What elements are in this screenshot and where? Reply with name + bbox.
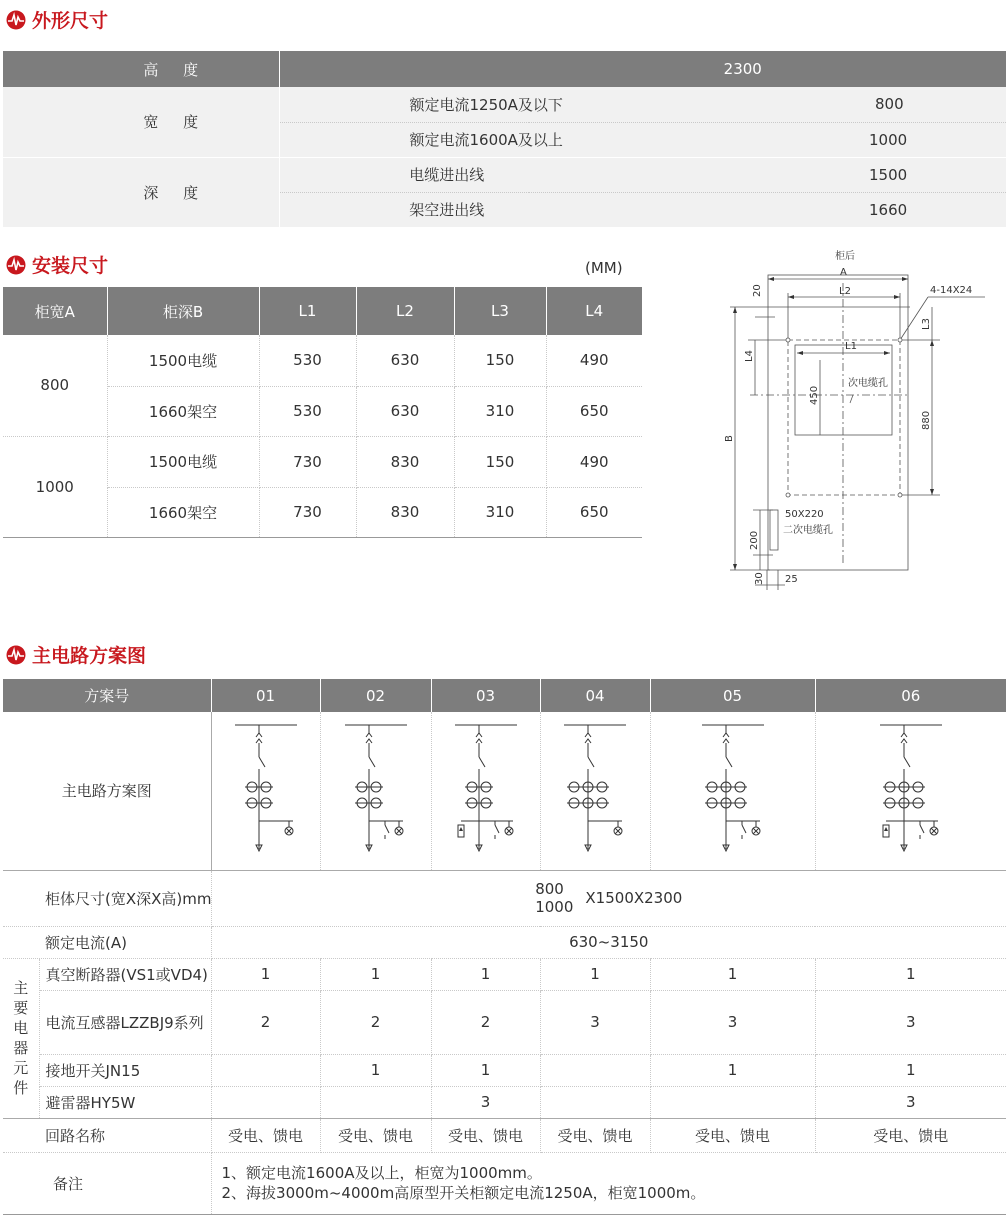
circuit-diagram-icon — [341, 719, 411, 859]
width-value: 800 — [529, 87, 1006, 122]
indicator-symbol — [615, 828, 621, 834]
component-qty — [211, 1054, 320, 1086]
circuit-diagram-icon — [876, 719, 946, 859]
component-row — [3, 1086, 1006, 1118]
dimensions-table — [3, 51, 1006, 227]
contact-symbol — [476, 733, 482, 743]
size-rest: X1500X2300 — [585, 889, 683, 907]
drawing-label-20: 20 — [752, 284, 763, 297]
install-header-cell: L4 — [546, 287, 642, 335]
size-row — [3, 870, 1006, 926]
drawing-label-B: B — [724, 435, 735, 442]
section-title-text: 外形尺寸 — [32, 10, 109, 32]
component-qty: 1 — [815, 1054, 1006, 1086]
indicator-symbol — [753, 828, 759, 834]
waveform-circle-icon — [6, 255, 26, 275]
install-cell: 630 — [356, 335, 454, 386]
install-cell: 830 — [356, 436, 454, 487]
circuit-diagram-icon — [451, 719, 521, 859]
width-label: 宽 度 — [3, 87, 279, 157]
breaker-symbol — [369, 757, 375, 767]
install-width-cell: 800 — [3, 335, 107, 436]
scheme-number: 02 — [320, 679, 431, 712]
contact-symbol — [723, 733, 729, 743]
component-qty: 1 — [815, 958, 1006, 990]
drawing-rear-label: 柜后 — [835, 251, 855, 262]
component-qty: 3 — [540, 990, 650, 1054]
scheme-number: 01 — [211, 679, 320, 712]
install-header-cell: 柜深B — [107, 287, 259, 335]
install-cell: 530 — [259, 386, 356, 436]
contact-symbol — [901, 733, 907, 743]
current-row — [3, 926, 1006, 958]
drawing-label-A: A — [840, 267, 847, 278]
component-qty — [211, 1086, 320, 1118]
install-cell: 730 — [259, 487, 356, 537]
drawing-cable-hole-label: 次电缆孔 — [848, 378, 888, 389]
waveform-circle-icon — [6, 10, 26, 30]
indicator-symbol — [396, 828, 402, 834]
circuit-diagram — [320, 712, 431, 870]
loop-value: 受电、馈电 — [211, 1118, 320, 1152]
indicator-symbol — [286, 828, 292, 834]
contact-symbol — [585, 733, 591, 743]
notes-row — [3, 1152, 1006, 1214]
install-cell: 650 — [579, 503, 609, 521]
install-header-row — [3, 287, 642, 335]
indicator-symbol — [931, 828, 937, 834]
arrester-symbol — [884, 827, 888, 831]
loop-value: 受电、馈电 — [540, 1118, 650, 1152]
component-qty — [320, 1086, 431, 1118]
loop-value: 受电、馈电 — [815, 1118, 1006, 1152]
earthing-switch-symbol — [495, 825, 499, 833]
scheme-header-row — [3, 679, 1006, 712]
drawing-label-880: 880 — [921, 410, 932, 430]
note-line: 1、额定电流1600A及以上，柜宽为1000mm。 — [221, 1164, 542, 1182]
install-cell: 730 — [259, 436, 356, 487]
component-qty: 3 — [815, 1086, 1006, 1118]
scheme-number: 03 — [431, 679, 540, 712]
component-name: 接地开关JN15 — [39, 1054, 211, 1086]
component-qty: 3 — [431, 1086, 540, 1118]
component-qty: 2 — [320, 990, 431, 1054]
section-title-dimensions — [6, 6, 108, 33]
size-value — [211, 870, 1006, 926]
depth-value: 1660 — [869, 200, 908, 219]
drawing-label-holes: 4-14X24 — [930, 285, 973, 296]
install-header-cell: L2 — [356, 287, 454, 335]
component-qty: 1 — [431, 1054, 540, 1086]
install-cell: 490 — [546, 335, 642, 386]
install-cell: 490 — [546, 436, 642, 487]
component-qty: 1 — [320, 958, 431, 990]
diagram-row — [3, 712, 1006, 870]
install-table — [3, 287, 642, 538]
drawing-slot-label: 50X220 — [785, 509, 824, 520]
height-label: 高 度 — [3, 51, 279, 87]
component-qty: 2 — [431, 990, 540, 1054]
component-qty: 3 — [650, 990, 815, 1054]
component-qty: 1 — [211, 958, 320, 990]
contact-symbol — [256, 733, 262, 743]
loop-label: 回路名称 — [3, 1118, 211, 1152]
depth-desc: 电缆进出线 — [279, 157, 529, 192]
earthing-switch-symbol — [385, 825, 389, 833]
section-title-text: 主电路方案图 — [32, 645, 147, 667]
breaker-symbol — [259, 757, 265, 767]
notes-label: 备注 — [3, 1152, 211, 1214]
waveform-circle-icon — [6, 645, 26, 665]
section-title-circuit — [6, 641, 146, 668]
component-row — [3, 1054, 1006, 1086]
loop-value: 受电、馈电 — [431, 1118, 540, 1152]
circuit-diagram-icon — [231, 719, 301, 859]
earthing-switch-symbol — [920, 825, 924, 833]
component-name: 避雷器HY5W — [39, 1086, 211, 1118]
component-row — [3, 990, 1006, 1054]
install-cell: 530 — [259, 335, 356, 386]
install-header-cell: L3 — [454, 287, 546, 335]
install-cell: 830 — [356, 487, 454, 537]
install-cell: 1660架空 — [107, 487, 259, 537]
component-qty: 1 — [650, 958, 815, 990]
note-line: 2、海拔3000m~4000m高原型开关柜额定电流1250A，柜宽1000m。 — [221, 1184, 706, 1202]
install-cell: 150 — [454, 335, 546, 386]
circuit-diagram-icon — [560, 719, 630, 859]
loop-row — [3, 1118, 1006, 1152]
drawing-label-L3: L3 — [921, 318, 932, 330]
install-header-cell: 柜宽A — [34, 302, 75, 321]
component-qty — [650, 1086, 815, 1118]
breaker-symbol — [904, 757, 910, 767]
drawing-label-200: 200 — [749, 530, 760, 550]
component-qty: 1 — [431, 958, 540, 990]
component-name: 电流互感器LZZBJ9系列 — [39, 990, 211, 1054]
indicator-symbol — [506, 828, 512, 834]
earthing-switch-symbol — [742, 825, 746, 833]
width-desc: 额定电流1600A及以上 — [279, 122, 529, 157]
diagram-label: 主电路方案图 — [3, 712, 211, 870]
install-width-cell: 1000 — [3, 436, 107, 537]
depth-label: 深 度 — [3, 157, 279, 227]
width-value: 1000 — [529, 122, 1006, 157]
drawing-label-L4: L4 — [744, 350, 755, 362]
size-width-1: 800 — [535, 880, 564, 898]
install-cell: 1660架空 — [107, 386, 259, 436]
circuit-diagram — [431, 712, 540, 870]
component-qty: 1 — [540, 958, 650, 990]
current-value: 630~3150 — [211, 926, 1006, 958]
component-group-text: 主要电器元件 — [13, 979, 29, 1097]
loop-value: 受电、馈电 — [650, 1118, 815, 1152]
circuit-diagram — [650, 712, 815, 870]
component-row — [3, 958, 1006, 990]
breaker-symbol — [588, 757, 594, 767]
breaker-symbol — [479, 757, 485, 767]
scheme-header-label: 方案号 — [84, 687, 130, 705]
notes-content — [211, 1152, 1006, 1214]
depth-desc: 架空进出线 — [279, 192, 529, 227]
contact-symbol — [366, 733, 372, 743]
size-width-2: 1000 — [535, 898, 574, 916]
component-qty: 1 — [650, 1054, 815, 1086]
arrester-symbol — [459, 827, 463, 831]
install-cell: 650 — [546, 386, 642, 436]
depth-value: 1500 — [529, 157, 1006, 192]
component-qty: 1 — [320, 1054, 431, 1086]
drawing-cable-hole-label: 二次电缆孔 — [783, 525, 833, 536]
width-desc: 额定电流1250A及以下 — [279, 87, 529, 122]
circuit-diagram — [211, 712, 320, 870]
section-title-text: 安装尺寸 — [32, 255, 109, 277]
drawing-label-25: 25 — [785, 574, 798, 585]
install-drawing — [715, 245, 1005, 595]
install-cell: 630 — [356, 386, 454, 436]
install-cell: 1500电缆 — [107, 436, 259, 487]
install-cell: 1500电缆 — [107, 335, 259, 386]
drawing-label-450: 450 — [809, 385, 820, 405]
component-name: 真空断路器(VS1或VD4) — [39, 958, 211, 990]
loop-value: 受电、馈电 — [320, 1118, 431, 1152]
height-value: 2300 — [279, 51, 1006, 87]
install-cell: 310 — [454, 386, 546, 436]
component-qty: 3 — [815, 990, 1006, 1054]
circuit-diagram-icon — [698, 719, 768, 859]
scheme-number: 05 — [650, 679, 815, 712]
drawing-label-L1: L1 — [845, 341, 857, 352]
component-group-label — [3, 958, 39, 1118]
component-qty: 2 — [211, 990, 320, 1054]
unit-label: (MM) — [585, 259, 623, 277]
component-qty — [540, 1086, 650, 1118]
install-cell: 310 — [454, 487, 546, 537]
install-header-cell: L1 — [259, 287, 356, 335]
current-label: 额定电流(A) — [3, 926, 211, 958]
circuit-diagram — [815, 712, 1006, 870]
height-row — [3, 51, 1006, 87]
scheme-number: 04 — [540, 679, 650, 712]
drawing-label-L2: L2 — [839, 286, 851, 297]
breaker-symbol — [726, 757, 732, 767]
install-cell: 150 — [454, 436, 546, 487]
size-label: 柜体尺寸(宽X深X高)mm — [3, 870, 211, 926]
circuit-diagram — [540, 712, 650, 870]
scheme-number: 06 — [815, 679, 1006, 712]
circuit-table — [3, 679, 1006, 1215]
component-qty — [540, 1054, 650, 1086]
drawing-label-30: 30 — [754, 572, 765, 585]
section-title-install — [6, 251, 108, 278]
